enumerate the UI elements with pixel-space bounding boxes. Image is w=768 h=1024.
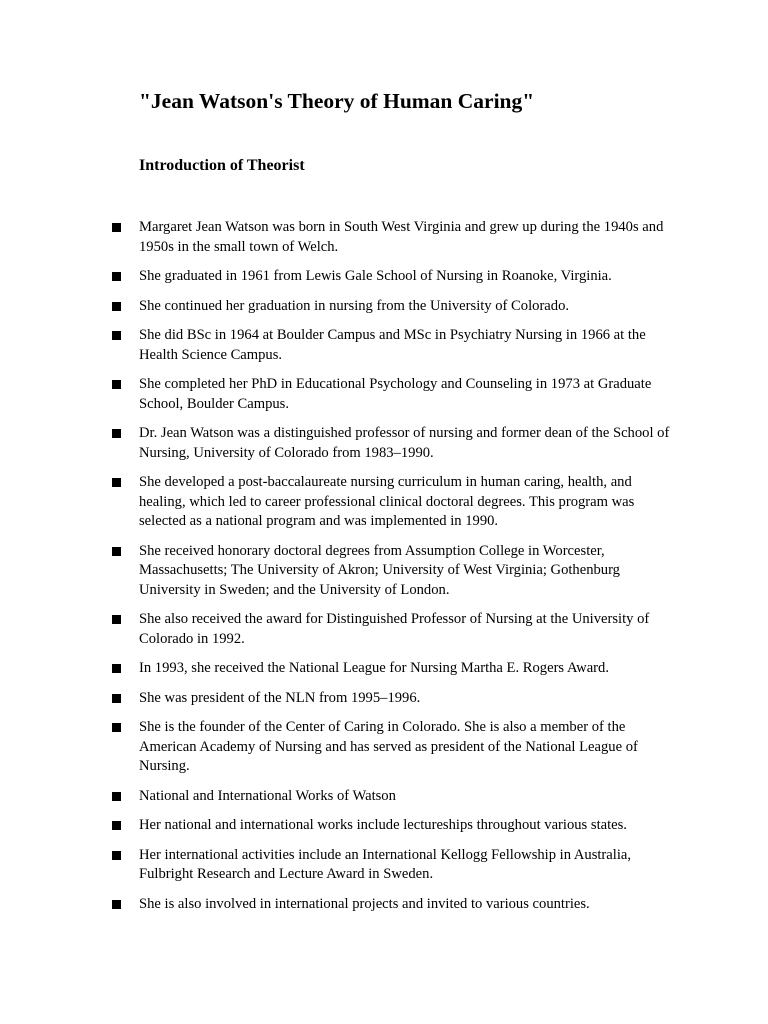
list-item xyxy=(0,375,673,414)
list-item xyxy=(0,659,673,679)
list-item xyxy=(0,424,673,463)
square-bullet-icon xyxy=(112,694,121,703)
square-bullet-icon xyxy=(112,302,121,311)
list-item xyxy=(0,542,673,601)
list-item-text: She received honorary doctoral degrees from Assumption College in Worcester, Massachusetts; The University of Akron; University of West Virginia; Gothenburg University in Sweden; and the University of London. xyxy=(139,542,620,598)
list-item-text: In 1993, she received the National League for Nursing Martha E. Rogers Award. xyxy=(139,660,609,676)
list-item xyxy=(0,718,673,777)
square-bullet-icon xyxy=(112,380,121,389)
list-item-text: She graduated in 1961 from Lewis Gale School of Nursing in Roanoke, Virginia. xyxy=(139,268,612,284)
list-item xyxy=(0,816,673,836)
list-item xyxy=(0,689,673,709)
list-item-text: She also received the award for Distinguished Professor of Nursing at the University of Colorado in 1992. xyxy=(139,611,650,647)
list-item-text: National and International Works of Watson xyxy=(139,787,396,804)
square-bullet-icon xyxy=(112,664,121,673)
list-item-text: She continued her graduation in nursing from the University of Colorado. xyxy=(139,297,570,314)
list-item xyxy=(0,610,673,649)
square-bullet-icon xyxy=(112,429,121,438)
list-item-text: Margaret Jean Watson was born in South West Virginia and grew up during the 1940s and 1950s in the small town of Welch. xyxy=(139,219,664,255)
list-item xyxy=(0,297,673,317)
list-item-text: She completed her PhD in Educational Psychology and Counseling in 1973 at Graduate School, Boulder Campus. xyxy=(139,376,652,412)
square-bullet-icon xyxy=(112,331,121,340)
square-bullet-icon xyxy=(112,223,121,232)
square-bullet-icon xyxy=(112,851,121,860)
square-bullet-icon xyxy=(112,478,121,487)
square-bullet-icon xyxy=(112,900,121,909)
square-bullet-icon xyxy=(112,615,121,624)
list-item-text: Dr. Jean Watson was a distinguished professor of nursing and former dean of the School of Nursing, University of Colorado from 1983–1990. xyxy=(139,425,670,461)
list-item-text: She developed a post-baccalaureate nursing curriculum in human caring, health, and healing, which led to career professional clinical doctoral degrees. This program was selected as a national program and was implemented in 1990. xyxy=(139,474,635,529)
list-item xyxy=(0,846,673,885)
square-bullet-icon xyxy=(112,723,121,732)
list-item-text: She is also involved in international projects and invited to various countries. xyxy=(139,895,590,912)
document-title: "Jean Watson's Theory of Human Caring" xyxy=(139,89,535,113)
square-bullet-icon xyxy=(112,821,121,830)
list-item-text: Her national and international works include lectureships throughout various states. xyxy=(139,817,627,833)
list-item-text: She was president of the NLN from 1995–1996. xyxy=(139,689,421,706)
list-item-text: She is the founder of the Center of Caring in Colorado. She is also a member of the American Academy of Nursing and has served as president of the National League of Nursing. xyxy=(139,719,638,774)
square-bullet-icon xyxy=(112,272,121,281)
list-item xyxy=(0,267,673,287)
list-item xyxy=(0,895,673,915)
list-item xyxy=(0,787,673,807)
section-heading: Introduction of Theorist xyxy=(139,157,305,174)
square-bullet-icon xyxy=(112,547,121,556)
bullet-list xyxy=(0,218,768,924)
list-item-text: She did BSc in 1964 at Boulder Campus and MSc in Psychiatry Nursing in 1966 at the Health Science Campus. xyxy=(139,327,646,363)
list-item xyxy=(0,473,673,532)
list-item-text: Her international activities include an International Kellogg Fellowship in Australia, Fulbright Research and Lecture Award in Sweden. xyxy=(139,846,632,882)
list-item xyxy=(0,326,673,365)
square-bullet-icon xyxy=(112,792,121,801)
list-item xyxy=(0,218,673,257)
